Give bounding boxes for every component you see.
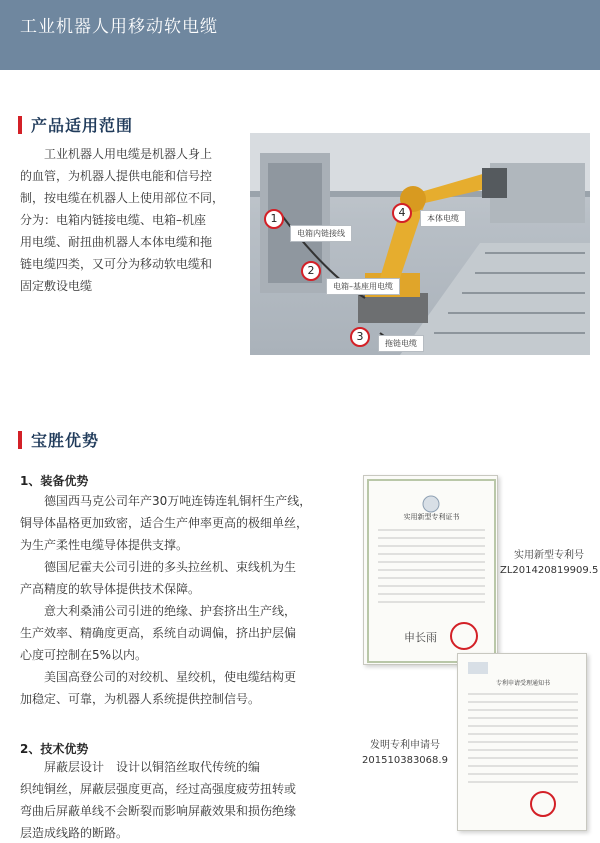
text-line: 德国西马克公司年产30万吨连铸连轧铜杆生产线，	[44, 494, 312, 508]
equipment-description	[20, 490, 355, 710]
text-line: 德国尼霍夫公司引进的多头拉丝机、束线机为生	[44, 560, 297, 574]
text-line: 用电缆、耐扭曲机器人本体电缆和拖	[20, 235, 213, 249]
text-line: 美国高登公司的对绞机、星绞机，使电缆结构更	[44, 670, 297, 684]
technology-heading: 2、技术优势	[20, 742, 89, 756]
text-line: 生产效率、精确度更高，系统自动调偏，挤出护层偏	[20, 626, 297, 640]
certificate-title: 发明专利申请号	[370, 740, 440, 751]
callout-label: 电箱内链接线	[290, 225, 352, 242]
text-line: 层造成线路的断路。	[20, 826, 129, 840]
robot-photo	[250, 133, 590, 355]
page-title: 工业机器人用移动软电缆	[20, 17, 218, 37]
section-marker	[18, 116, 22, 134]
notice-heading: 专利申请受理通知书	[495, 680, 550, 687]
text-line: 分为：电箱内链接电缆、电箱–机座	[20, 213, 207, 227]
text-line: 的血管，为机器人提供电能和信号控	[20, 169, 213, 183]
certificate-illustration	[364, 476, 499, 666]
certificate-number: ZL201420819909.5	[500, 565, 599, 576]
text-line: 铜导体晶格更加致密，适合生产伸率更高的极细单丝，	[20, 516, 309, 530]
text-line: 制，按电缆在机器人上使用部位不同，	[20, 191, 225, 205]
callout-label: 拖链电缆	[378, 335, 424, 352]
section-application-heading	[18, 113, 133, 136]
certificate-number: 201510383068.9	[362, 755, 448, 766]
text-line: 产高精度的软导体提供技术保障。	[20, 582, 201, 596]
section-marker	[18, 431, 22, 449]
robot-illustration	[250, 133, 590, 355]
section-advantages-title: 宝胜优势	[31, 431, 100, 450]
callout-label: 电箱–基座用电缆	[326, 278, 400, 295]
equipment-heading: 1、装备优势	[20, 474, 89, 488]
callout-number: 3	[350, 327, 370, 347]
text-line: 屏蔽层设计 设计以铜箔丝取代传统的编	[44, 760, 261, 774]
callout-number: 1	[264, 209, 284, 229]
text-line: 心度可控制在5%以内。	[20, 648, 148, 662]
svg-text:申长雨: 申长雨	[404, 631, 437, 644]
text-line: 加稳定、可靠，为机器人系统提供控制信号。	[20, 692, 261, 706]
section-application-title: 产品适用范围	[31, 116, 134, 135]
section-advantages-heading	[18, 428, 99, 451]
invention-patent-label	[345, 738, 465, 768]
text-line: 织纯铜丝，屏蔽层强度更高，经过高强度疲劳扭转或	[20, 782, 297, 796]
text-line: 意大利桑浦公司引进的绝缘、护套挤出生产线，	[44, 604, 297, 618]
header-bar	[0, 0, 600, 70]
text-line: 链电缆四类，又可分为移动软电缆和	[20, 257, 213, 271]
utility-patent-certificate	[363, 475, 498, 665]
callout-number: 4	[392, 203, 412, 223]
text-line: 工业机器人用电缆是机器人身上	[44, 147, 213, 161]
text-line: 固定敷设电缆	[20, 279, 93, 293]
callout-number: 2	[301, 261, 321, 281]
application-description	[20, 143, 245, 297]
invention-patent-notice	[457, 653, 587, 831]
text-line: 为生产柔性电缆导体提供支撑。	[20, 538, 189, 552]
certificate-heading: 实用新型专利证书	[403, 513, 460, 521]
utility-patent-label	[500, 548, 598, 578]
callout-label: 本体电缆	[420, 210, 466, 227]
technology-description	[20, 756, 355, 843]
certificate-title: 实用新型专利号	[514, 550, 584, 561]
text-line: 弯曲后屏蔽单线不会断裂而影响屏蔽效果和损伤绝缘	[20, 804, 297, 818]
